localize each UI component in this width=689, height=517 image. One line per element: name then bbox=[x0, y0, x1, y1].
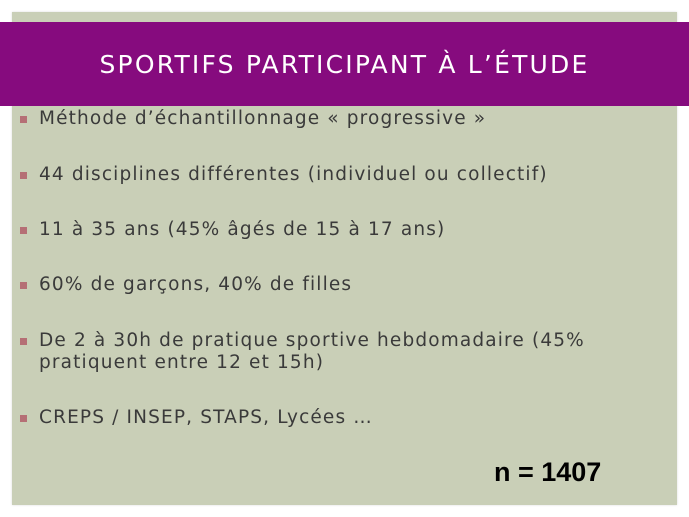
bullet-square-icon bbox=[20, 415, 27, 422]
bullet-text: 11 à 35 ans (45% âgés de 15 à 17 ans) bbox=[39, 219, 446, 240]
bullet-square-icon bbox=[20, 116, 27, 123]
bullet-square-icon bbox=[20, 172, 27, 179]
bullet-item bbox=[20, 164, 548, 186]
bullet-text: De 2 à 30h de pratique sportive hebdomadaire (45% pratiquent entre 12 et 15h) bbox=[39, 330, 585, 373]
title-bar bbox=[0, 22, 689, 106]
bullet-square-icon bbox=[20, 227, 27, 234]
bullet-item bbox=[20, 108, 486, 130]
slide-title: SPORTIFS PARTICIPANT À L’ÉTUDE bbox=[99, 49, 590, 79]
bullet-square-icon bbox=[20, 338, 27, 345]
bullet-item bbox=[20, 407, 373, 429]
bullet-square-icon bbox=[20, 282, 27, 289]
bullet-item bbox=[20, 274, 352, 296]
bullet-text: 60% de garçons, 40% de filles bbox=[39, 274, 353, 295]
bullet-item bbox=[20, 330, 585, 374]
bullet-item bbox=[20, 219, 445, 241]
bullet-text: Méthode d’échantillonnage « progressive » bbox=[39, 108, 487, 129]
sample-size-label: n = 1407 bbox=[494, 457, 602, 487]
bullet-text: 44 disciplines différentes (individuel ou collectif) bbox=[39, 164, 548, 185]
bullet-text: CREPS / INSEP, STAPS, Lycées … bbox=[39, 407, 373, 428]
